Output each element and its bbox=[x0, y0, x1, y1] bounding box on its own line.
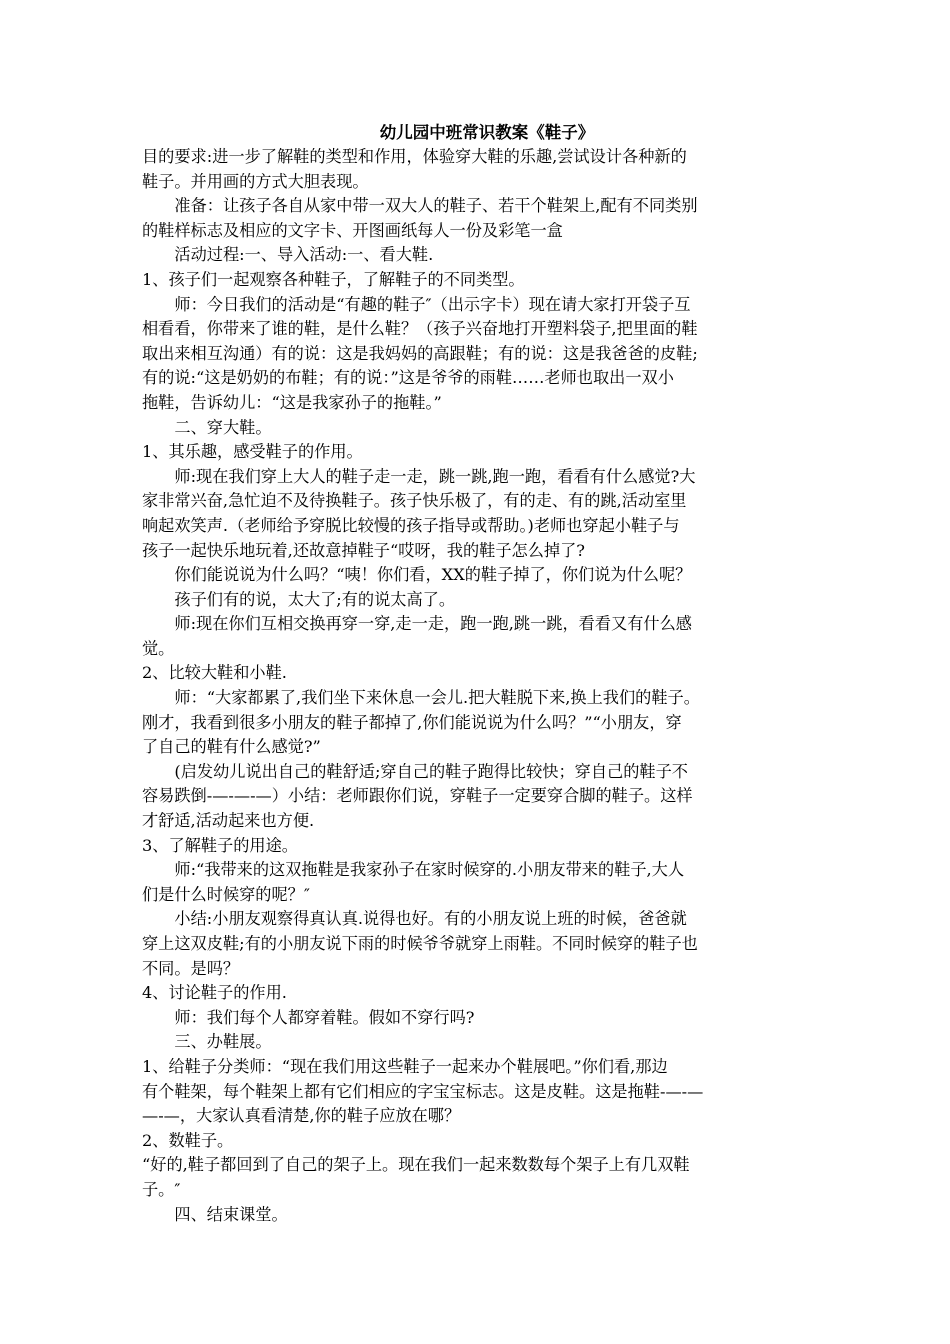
text-line: 小结:小朋友观察得真认真.说得也好。有的小朋友说上班的时候，爸爸就 bbox=[174, 909, 687, 929]
text-line: 家非常兴奋,急忙迫不及待换鞋子。孩子快乐极了，有的走、有的跳,活动室里 bbox=[142, 491, 687, 511]
text-line: 3、了解鞋子的用途。 bbox=[142, 835, 298, 855]
document-title: 幼儿园中班常识教案《鞋子》 bbox=[379, 123, 595, 142]
text-line: 拖鞋，告诉幼儿：“这是我家孙子的拖鞋。” bbox=[142, 392, 442, 412]
text-line: 1、其乐趣，感受鞋子的作用。 bbox=[142, 442, 363, 462]
text-line: 师：今日我们的活动是“有趣的鞋子″（出示字卡）现在请大家打开袋子互 bbox=[174, 294, 691, 314]
text-line: 师:现在我们穿上大人的鞋子走一走，跳一跳,跑一跑，看看有什么感觉?大 bbox=[174, 466, 696, 486]
text-line: 响起欢笑声.（老师给予穿脱比较慢的孩子指导或帮助。)老师也穿起小鞋子与 bbox=[142, 515, 680, 535]
paragraph bbox=[142, 661, 832, 686]
text-line: 活动过程:一、导入活动:一、看大鞋. bbox=[174, 245, 434, 265]
paragraph bbox=[142, 588, 832, 613]
text-line: 孩子们有的说，太大了;有的说太高了。 bbox=[174, 589, 456, 609]
text-line: 取出来相互沟通）有的说：这是我妈妈的高跟鞋；有的说：这是我爸爸的皮鞋; bbox=[142, 343, 698, 363]
text-line: (启发幼儿说出自己的鞋舒适;穿自己的鞋子跑得比较快；穿自己的鞋子不 bbox=[174, 761, 688, 781]
paragraph bbox=[142, 440, 832, 465]
text-line: 相看看，你带来了谁的鞋，是什么鞋？（孩子兴奋地打开塑料袋子,把里面的鞋 bbox=[142, 319, 698, 339]
paragraph bbox=[142, 981, 832, 1006]
paragraph bbox=[142, 1203, 832, 1228]
text-line: 才舒适,活动起来也方便. bbox=[142, 811, 315, 831]
paragraph bbox=[142, 1030, 832, 1055]
paragraph bbox=[142, 907, 832, 981]
text-line: 准备：让孩子各自从家中带一双大人的鞋子、若干个鞋架上,配有不同类别 bbox=[174, 196, 698, 216]
paragraph bbox=[142, 1006, 832, 1031]
text-line: 容易跌倒-—-—-—）小结：老师跟你们说，穿鞋子一定要穿合脚的鞋子。这样 bbox=[142, 786, 693, 806]
text-line: 三、办鞋展。 bbox=[174, 1032, 272, 1052]
text-line: 孩子一起快乐地玩着,还故意掉鞋子“哎呀，我的鞋子怎么掉了? bbox=[142, 540, 585, 560]
text-line: 有个鞋架，每个鞋架上都有它们相应的字宝宝标志。这是皮鞋。这是拖鞋-—-— bbox=[142, 1081, 704, 1101]
text-line: 穿上这双皮鞋;有的小朋友说下雨的时候爷爷就穿上雨鞋。不同时候穿的鞋子也 bbox=[142, 934, 698, 953]
text-line: 师:“我带来的这双拖鞋是我家孙子在家时候穿的.小朋友带来的鞋子,大人 bbox=[174, 860, 685, 880]
text-line: 师：我们每个人都穿着鞋。假如不穿行吗? bbox=[174, 1007, 475, 1027]
text-line: 子。″ bbox=[142, 1179, 181, 1199]
paragraph bbox=[142, 834, 832, 859]
paragraph bbox=[142, 858, 832, 907]
paragraph bbox=[142, 760, 832, 834]
text-line: 目的要求:进一步了解鞋的类型和作用，体验穿大鞋的乐趣,尝试设计各种新的 bbox=[142, 147, 687, 166]
text-line: 1、孩子们一起观察各种鞋子，了解鞋子的不同类型。 bbox=[142, 269, 525, 289]
paragraph bbox=[142, 194, 832, 243]
text-line: 1、给鞋子分类师：“现在我们用这些鞋子一起来办个鞋展吧。”你们看,那边 bbox=[142, 1056, 668, 1076]
paragraph bbox=[142, 1153, 832, 1202]
paragraph bbox=[142, 243, 832, 268]
paragraph bbox=[142, 686, 832, 760]
text-line: 你们能说说为什么吗？“咦！你们看，XX的鞋子掉了，你们说为什么呢？ bbox=[174, 565, 692, 585]
text-line: —-—，大家认真看清楚,你的鞋子应放在哪？ bbox=[142, 1106, 461, 1126]
text-line: 们是什么时候穿的呢？″ bbox=[142, 884, 310, 904]
text-line: 2、比较大鞋和小鞋. bbox=[142, 663, 287, 683]
text-line: 师:现在你们互相交换再穿一穿,走一走，跑一跑,跳一跳，看看又有什么感 bbox=[174, 614, 692, 634]
text-line: 觉。 bbox=[142, 638, 175, 658]
document-page bbox=[142, 120, 832, 1227]
text-line: 2、数鞋子。 bbox=[142, 1130, 234, 1150]
text-line: 的鞋样标志及相应的文字卡、开图画纸每人一份及彩笔一盒 bbox=[142, 220, 563, 240]
text-line: 师：“大家都累了,我们坐下来休息一会儿.把大鞋脱下来,换上我们的鞋子。 bbox=[174, 688, 700, 708]
text-line: 不同。是吗？ bbox=[142, 958, 240, 978]
document-body bbox=[142, 145, 832, 1227]
text-line: 4、讨论鞋子的作用. bbox=[142, 983, 287, 1003]
text-line: 了自己的鞋有什么感觉?” bbox=[142, 737, 321, 757]
text-line: 刚才，我看到很多小朋友的鞋子都掉了,你们能说说为什么吗？”“小朋友，穿 bbox=[142, 712, 682, 732]
text-line: 四、结束课堂。 bbox=[174, 1204, 288, 1224]
paragraph bbox=[142, 465, 832, 563]
paragraph bbox=[142, 1055, 832, 1129]
paragraph bbox=[142, 416, 832, 441]
text-line: “好的,鞋子都回到了自己的架子上。现在我们一起来数数每个架子上有几双鞋 bbox=[142, 1155, 690, 1175]
text-line: 二、穿大鞋。 bbox=[174, 417, 272, 437]
paragraph bbox=[142, 1129, 832, 1154]
paragraph bbox=[142, 293, 832, 416]
text-line: 有的说:“这是奶奶的布鞋；有的说：”这是爷爷的雨鞋……老师也取出一双小 bbox=[142, 368, 674, 388]
paragraph bbox=[142, 612, 832, 661]
paragraph bbox=[142, 145, 832, 194]
paragraph bbox=[142, 563, 832, 588]
text-line: 鞋子。并用画的方式大胆表现。 bbox=[142, 171, 369, 191]
paragraph bbox=[142, 268, 832, 293]
